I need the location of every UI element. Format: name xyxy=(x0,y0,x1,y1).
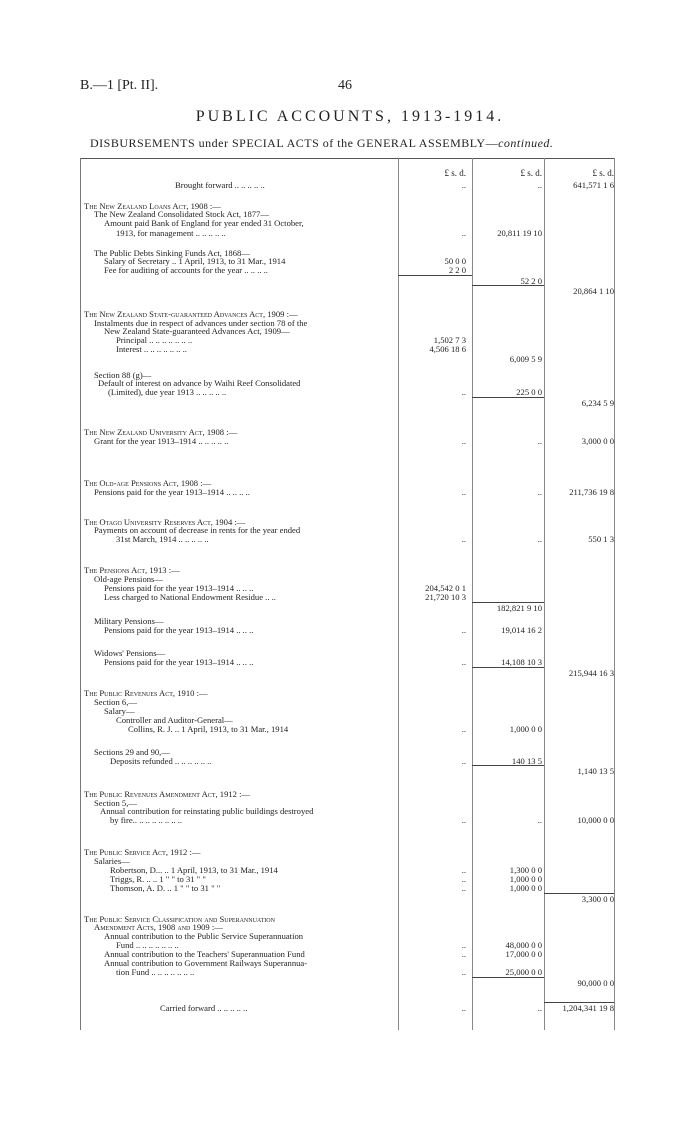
amount-c2: .. xyxy=(537,815,542,825)
amount-c1: 2 2 0 xyxy=(448,265,466,275)
amount-c1: .. xyxy=(461,657,466,667)
row-description: Principal .. .. .. .. .. .. .. xyxy=(116,335,193,345)
row-description: tion Fund .. .. .. .. .. .. .. xyxy=(116,967,195,977)
amount-c2: 52 2 0 xyxy=(520,276,542,286)
row-description: Military Pensions— xyxy=(94,616,164,626)
row-description: The Public Revenues Amendment Act, 1912 :— xyxy=(84,789,251,799)
page-number: 46 xyxy=(338,78,352,93)
amount-c1: 204,542 0 1 xyxy=(425,583,466,593)
column-rule-3 xyxy=(544,158,545,1030)
sum-rule xyxy=(472,397,544,398)
row-description: Pensions paid for the year 1913–1914 .. .. .. xyxy=(104,657,254,667)
row-description: Sections 29 and 90,— xyxy=(94,747,170,757)
page-subtitle xyxy=(90,136,553,151)
page-title: PUBLIC ACCOUNTS, 1913-1914. xyxy=(195,108,505,125)
row-description: Brought forward .. .. .. .. .. xyxy=(175,180,265,190)
amount-c3: 10,000 0 0 xyxy=(577,815,614,825)
amount-c3: 3,000 0 0 xyxy=(581,436,614,446)
row-description: (Limited), due year 1913 .. .. .. .. .. xyxy=(108,387,227,397)
amount-c1: 4,506 18 6 xyxy=(429,344,466,354)
amount-c3: 215,944 16 3 xyxy=(568,668,614,678)
row-description: Triggs, R. .. .. 1 " " to 31 " " xyxy=(110,874,206,884)
row-description: Carried forward .. .. .. .. .. xyxy=(160,1003,248,1013)
row-description: Annual contribution to the Teachers' Superannuation Fund xyxy=(104,949,305,959)
column-header-2: £ s. d. xyxy=(520,168,542,178)
amount-c2: 1,000 0 0 xyxy=(509,874,542,884)
amount-c2: .. xyxy=(537,180,542,190)
table-top-rule xyxy=(80,158,615,159)
amount-c2: 225 0 0 xyxy=(516,387,542,397)
amount-c1: 1,502 7 3 xyxy=(433,335,466,345)
row-description: The New Zealand University Act, 1908 :— xyxy=(84,427,238,437)
sum-rule xyxy=(472,667,544,668)
amount-c2: 14,108 10 3 xyxy=(501,657,542,667)
row-description: Salaries— xyxy=(94,856,130,866)
row-description: Section 6,— xyxy=(94,697,137,707)
amount-c2: 1,000 0 0 xyxy=(509,724,542,734)
sum-rule xyxy=(398,275,472,276)
row-description: Old-age Pensions— xyxy=(94,574,163,584)
sum-rule xyxy=(544,1002,614,1003)
amount-c3: 1,204,341 19 8 xyxy=(562,1003,614,1013)
row-description: Section 88 (g)— xyxy=(94,370,152,380)
row-description: Less charged to National Endowment Residue .. .. xyxy=(104,592,276,602)
row-description: The Public Revenues Act, 1910 :— xyxy=(84,688,208,698)
sum-rule xyxy=(472,285,544,286)
row-description: Pensions paid for the year 1913–1914 .. .. .. xyxy=(104,625,254,635)
amount-c3: 1,140 13 5 xyxy=(577,766,614,776)
amount-c1: .. xyxy=(461,949,466,959)
row-description: Fee for auditing of accounts for the year .. .. .. .. xyxy=(104,265,268,275)
row-description: The Public Debts Sinking Funds Act, 1868— xyxy=(94,248,250,258)
amount-c3: 550 1 3 xyxy=(588,534,614,544)
row-description: The Otago University Reserves Act, 1904 :— xyxy=(84,517,246,527)
amount-c2: .. xyxy=(537,534,542,544)
row-description: Interest .. .. .. .. .. .. .. xyxy=(116,344,187,354)
row-description: Controller and Auditor-General— xyxy=(116,715,233,725)
row-description: Annual contribution to Government Railways Superannua- xyxy=(104,958,308,968)
row-description: The New Zealand Consolidated Stock Act, 1877— xyxy=(94,209,269,219)
amount-c1: .. xyxy=(461,534,466,544)
amount-c1: .. xyxy=(461,436,466,446)
row-description: The Old-age Pensions Act, 1908 :— xyxy=(84,478,212,488)
amount-c2: 17,000 0 0 xyxy=(505,949,542,959)
sum-rule xyxy=(472,602,544,603)
row-description: The Public Service Classification and Superannuation xyxy=(84,914,275,924)
row-description: Salary of Secretary .. 1 April, 1913, to 31 Mar., 1914 xyxy=(104,256,286,266)
row-description: Annual contribution to the Public Service Superannuation xyxy=(104,931,304,941)
sum-rule xyxy=(472,977,544,978)
row-description: Robertson, D... .. 1 April, 1913, to 31 Mar., 1914 xyxy=(110,865,278,875)
subtitle-continued: continued. xyxy=(498,136,554,150)
row-description: The New Zealand State-guaranteed Advances Act, 1909 :— xyxy=(84,309,298,319)
amount-c2: .. xyxy=(537,487,542,497)
amount-c2: .. xyxy=(537,1003,542,1013)
column-header-1: £ s. d. xyxy=(444,168,466,178)
row-description: 31st March, 1914 .. .. .. .. .. xyxy=(116,534,209,544)
amount-c1: .. xyxy=(461,967,466,977)
amount-c1: .. xyxy=(461,883,466,893)
amount-c1: .. xyxy=(461,387,466,397)
amount-c2: 182,821 9 10 xyxy=(496,603,542,613)
amount-c2: 6,009 5 9 xyxy=(509,354,542,364)
row-description: Fund .. .. .. .. .. .. .. xyxy=(116,940,179,950)
amount-c1: .. xyxy=(461,724,466,734)
column-rule-4 xyxy=(614,158,615,1030)
row-description: by fire.. .. .. .. .. .. .. .. xyxy=(110,815,183,825)
row-description: Pensions paid for the year 1913–1914 .. .. .. .. xyxy=(94,487,250,497)
amount-c1: .. xyxy=(461,874,466,884)
amount-c3: 20,864 1 10 xyxy=(573,286,614,296)
row-description: Grant for the year 1913–1914 .. .. .. .. .. xyxy=(94,436,229,446)
amount-c2: 19,014 16 2 xyxy=(501,625,542,635)
row-description: Section 5,— xyxy=(94,798,137,808)
row-description: Annual contribution for reinstating public buildings destroyed xyxy=(100,806,314,816)
amount-c3: 211,736 19 8 xyxy=(569,487,614,497)
column-rule-2 xyxy=(472,158,473,1030)
row-description: The Public Service Act, 1912 :— xyxy=(84,847,201,857)
amount-c2: 1,000 0 0 xyxy=(509,883,542,893)
amount-c3: 90,000 0 0 xyxy=(577,978,614,988)
amount-c1: 21,720 10 3 xyxy=(425,592,466,602)
row-description: Pensions paid for the year 1913–1914 .. .. .. xyxy=(104,583,254,593)
table-left-rule xyxy=(80,158,81,1030)
amount-c1: .. xyxy=(461,180,466,190)
subtitle-main: DISBURSEMENTS under SPECIAL ACTS of the GENERAL ASSEMBLY— xyxy=(90,136,499,150)
row-description: Thomson, A. D. .. 1 " " to 31 " " xyxy=(110,883,221,893)
row-description: 1913, for management .. .. .. .. .. xyxy=(116,228,226,238)
row-description: New Zealand State-guaranteed Advances Act, 1909— xyxy=(104,326,290,336)
row-description: Payments on account of decrease in rents for the year ended xyxy=(94,525,301,535)
row-description: The New Zealand Loans Act, 1908 :— xyxy=(84,201,221,211)
amount-c1: .. xyxy=(461,228,466,238)
amount-c3: 6,234 5 9 xyxy=(581,398,614,408)
amount-c1: .. xyxy=(461,756,466,766)
sum-rule xyxy=(472,765,544,766)
amount-c2: 20,811 19 10 xyxy=(497,228,542,238)
row-description: Amount paid Bank of England for year ended 31 October, xyxy=(104,218,304,228)
column-header-3: £ s. d. xyxy=(592,168,614,178)
row-description: Instalments due in respect of advances under section 78 of the xyxy=(94,318,308,328)
row-description: Amendment Acts, 1908 and 1909 :— xyxy=(94,922,223,932)
amount-c2: 140 13 5 xyxy=(511,756,542,766)
sum-rule xyxy=(544,893,614,894)
amount-c1: 50 0 0 xyxy=(444,256,466,266)
amount-c1: .. xyxy=(461,865,466,875)
amount-c1: .. xyxy=(461,487,466,497)
row-description: Collins, R. J. .. 1 April, 1913, to 31 Mar., 1914 xyxy=(128,724,289,734)
row-description: Deposits refunded .. .. .. .. .. .. xyxy=(110,756,212,766)
amount-c3: 3,300 0 0 xyxy=(581,894,614,904)
row-description: Widows' Pensions— xyxy=(94,648,166,658)
document-reference: B.—1 [Pt. II]. xyxy=(80,78,159,93)
amount-c1: .. xyxy=(461,1003,466,1013)
disbursements-table xyxy=(80,158,615,1030)
amount-c1: .. xyxy=(461,625,466,635)
amount-c1: .. xyxy=(461,940,466,950)
amount-c2: 48,000 0 0 xyxy=(505,940,542,950)
row-description: Default of interest on advance by Waihi Reef Consolidated xyxy=(98,378,301,388)
amount-c2: .. xyxy=(537,436,542,446)
amount-c1: .. xyxy=(461,815,466,825)
amount-c3: 641,571 1 6 xyxy=(573,180,614,190)
amount-c2: 25,000 0 0 xyxy=(505,967,542,977)
amount-c2: 1,300 0 0 xyxy=(509,865,542,875)
row-description: The Pensions Act, 1913 :— xyxy=(84,565,180,575)
row-description: Salary— xyxy=(104,706,135,716)
